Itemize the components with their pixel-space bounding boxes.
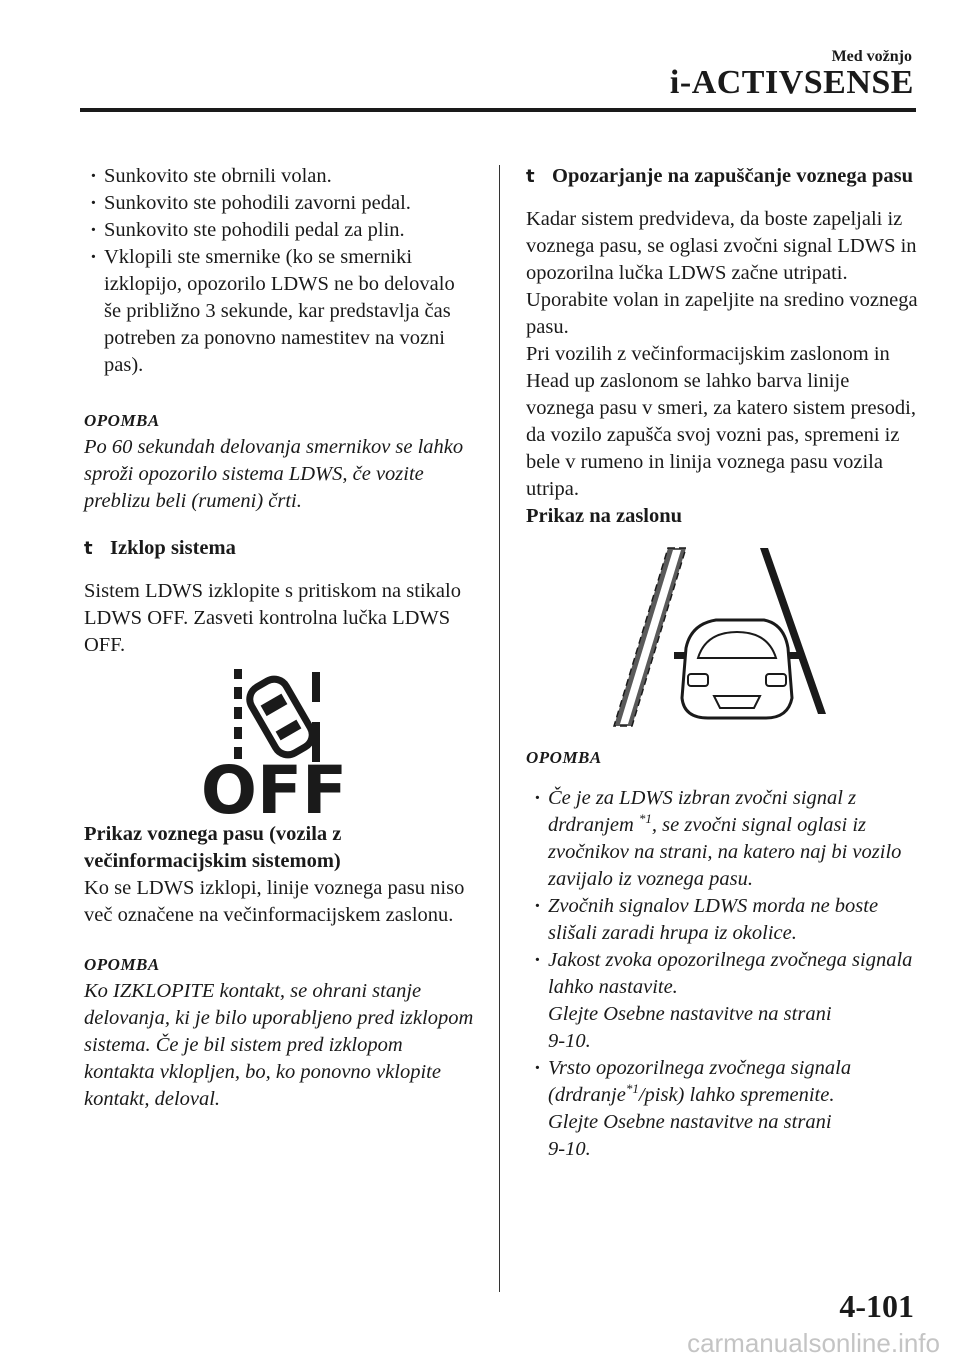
- ldws-off-icon: [84, 667, 476, 817]
- list-item: · Sunkovito ste obrnili volan.: [84, 163, 476, 190]
- condition-list: [84, 163, 476, 379]
- left-column: [84, 163, 476, 1113]
- lane-display-graphic: [526, 546, 918, 736]
- lane-display-illustration: [526, 546, 918, 736]
- note-text: Po 60 sekundah delovanja smernikov se lahko sproži opozorilo sistema LDWS, če vozite preblizu beli (rumeni) črti.: [84, 436, 464, 512]
- list-item: · Vrsto opozorilnega zvočnega signala (drdranje$^{*1}$/pisk) lahko spremenite. Glejte Osebne nastavitve na strani 9-10.: [526, 1055, 918, 1163]
- display-heading: Prikaz voznega pasu (vozila z večinformacijskim sistemom): [84, 823, 342, 872]
- icon-off-text: OFF: [200, 752, 348, 817]
- column-divider: [499, 165, 500, 1292]
- section-heading-system-off: [84, 535, 476, 562]
- list-item: · Zvočnih signalov LDWS morda ne boste slišali zaradi hrupa iz okolice.: [526, 893, 918, 947]
- note-label: OPOMBA: [84, 411, 160, 430]
- list-item: · Vklopili ste smernike (ko se smerniki izklopijo, opozorilo LDWS ne bo delovalo še približno 3 sekunde, kar predstavlja čas potreben za ponovno namestitev na vozni pas).: [84, 244, 476, 379]
- section-marker-icon: t: [84, 538, 93, 559]
- note-label: OPOMBA: [526, 748, 602, 767]
- section-text-2: Pri vozilih z večinformacijskim zaslonom in Head up zaslonom se lahko barva linije voznega pasu v smeri, za katero sistem presodi, da vozilo zapušča svoj vozni pas, spremeni iz bele v rumeno in linija voznega pasu vozila utripa.: [526, 343, 916, 500]
- list-item: · Če je za LDWS izbran zvočni signal z drdranjem $^{*1}$, se zvočni signal oglasi iz zvočnikov na strani, na katero naj bi vozilo zavijalo iz voznega pasu.: [526, 785, 918, 893]
- section-text-1: Kadar sistem predvideva, da boste zapeljali iz voznega pasu, se oglasi zvočni signal LDWS in opozorilna lučka LDWS začne utripati. Uporabite volan in zapeljite na sredino voznega pasu.: [526, 208, 918, 338]
- header-title: i-ACTIVSENSE: [669, 64, 914, 101]
- display-heading: Prikaz na zaslonu: [526, 505, 683, 527]
- section-heading-lane-warning: [526, 163, 918, 190]
- note-3: [526, 744, 918, 1163]
- section-title: Izklop sistema: [110, 537, 236, 559]
- section-text: Sistem LDWS izklopite s pritiskom na stikalo LDWS OFF. Zasveti kontrolna lučka LDWS OFF.: [84, 580, 461, 656]
- list-item: · Jakost zvoka opozorilnega zvočnega signala lahko nastavite. Glejte Osebne nastavitve na strani 9-10.: [526, 947, 918, 1055]
- page-number: 4-101: [839, 1288, 914, 1324]
- section-title: Opozarjanje na zapuščanje voznega pasu: [552, 165, 914, 187]
- note-2: [84, 951, 476, 1113]
- list-item: · Sunkovito ste pohodili pedal za plin.: [84, 217, 476, 244]
- note-1: [84, 407, 476, 515]
- section-marker-icon: t: [526, 166, 535, 187]
- watermark[interactable]: carmanualsonline.info: [687, 1328, 940, 1358]
- list-item: · Sunkovito ste pohodili zavorni pedal.: [84, 190, 476, 217]
- note-text: Ko IZKLOPITE kontakt, se ohrani stanje delovanja, ki je bilo uporabljeno pred izklopom sistema. Če je bil sistem pred izklopom kontakta vklopljen, bo, ko ponovno vklopite kontakt, deloval.: [84, 980, 474, 1110]
- display-text: Ko se LDWS izklopi, linije voznega pasu niso več označene na večinformacijskem zaslonu.: [84, 877, 465, 926]
- header-subtitle: Med vožnjo: [831, 48, 912, 65]
- header-rule: [80, 108, 916, 112]
- right-column: [526, 163, 918, 1163]
- ldws-off-icon-graphic: [84, 667, 476, 817]
- note-label: OPOMBA: [84, 955, 160, 974]
